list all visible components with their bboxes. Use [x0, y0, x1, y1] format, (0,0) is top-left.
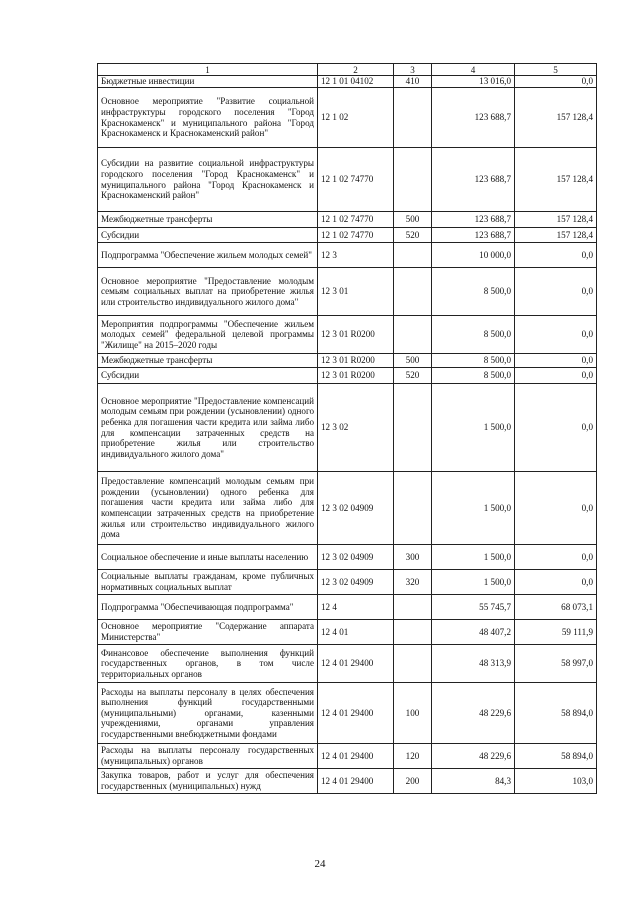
- row-name: Субсидии на развитие социальной инфраструктуры городского поселения "Город Краснокаменск" и муниципального района "Город Краснокаменск и Краснокаменский район": [98, 148, 318, 212]
- row-code: 12 4 01 29400: [318, 683, 394, 744]
- row-name: Социальное обеспечение и иные выплаты населению: [98, 545, 318, 570]
- row-type: 500: [394, 212, 432, 228]
- row-value-2: 59 111,9: [515, 620, 597, 645]
- row-value-2: 0,0: [515, 76, 597, 88]
- row-value-1: 123 688,7: [432, 148, 515, 212]
- row-value-1: 48 229,6: [432, 744, 515, 769]
- row-value-1: 8 500,0: [432, 316, 515, 354]
- row-name: Бюджетные инвестиции: [98, 76, 318, 88]
- row-value-1: 1 500,0: [432, 570, 515, 595]
- row-value-1: 8 500,0: [432, 268, 515, 316]
- row-value-1: 123 688,7: [432, 228, 515, 243]
- row-code: 12 3 02: [318, 384, 394, 472]
- row-code: 12 3 01 R0200: [318, 368, 394, 384]
- row-code: 12 4: [318, 595, 394, 620]
- row-value-1: 84,3: [432, 769, 515, 794]
- row-code: 12 3 02 04909: [318, 472, 394, 545]
- row-name: Основное мероприятие "Развитие социальной инфраструктуры городского поселения "Город Краснокаменск" и муниципального района "Город Краснокаменск и Краснокаменский район": [98, 88, 318, 148]
- row-value-1: 123 688,7: [432, 212, 515, 228]
- row-value-2: 58 894,0: [515, 744, 597, 769]
- row-code: 12 4 01 29400: [318, 744, 394, 769]
- row-value-2: 0,0: [515, 384, 597, 472]
- row-type: [394, 645, 432, 683]
- table-row: [98, 368, 597, 384]
- row-value-1: 1 500,0: [432, 384, 515, 472]
- row-name: Закупка товаров, работ и услуг для обеспечения государственных (муниципальных) нужд: [98, 769, 318, 794]
- row-code: 12 3 02 04909: [318, 545, 394, 570]
- table-row: [98, 88, 597, 148]
- row-type: [394, 268, 432, 316]
- header-cell-type: 3: [394, 64, 432, 76]
- row-code: 12 3 01 R0200: [318, 354, 394, 368]
- table-row: [98, 744, 597, 769]
- row-value-1: 48 229,6: [432, 683, 515, 744]
- row-name: Основное мероприятие "Предоставление молодым семьям социальных выплат на приобретение жилья или строительство индивидуального жилого дома": [98, 268, 318, 316]
- row-type: [394, 243, 432, 268]
- row-code: 12 3 01: [318, 268, 394, 316]
- row-name: Мероприятия подпрограммы "Обеспечение жильем молодых семей" федеральной целевой программы "Жилище" на 2015–2020 годы: [98, 316, 318, 354]
- row-type: [394, 472, 432, 545]
- table-row: [98, 683, 597, 744]
- table-row: [98, 545, 597, 570]
- row-type: 520: [394, 228, 432, 243]
- row-name: Основное мероприятие "Содержание аппарата Министерства": [98, 620, 318, 645]
- row-name: Основное мероприятие "Предоставление компенсаций молодым семьям при рождении (усыновлении) одного ребенка для погашения части кредита или займа либо для компенсации затраченных средств на приобретение жилья или строительство индивидуального жилого дома": [98, 384, 318, 472]
- table-row: [98, 595, 597, 620]
- table-row: [98, 76, 597, 88]
- row-value-2: 0,0: [515, 472, 597, 545]
- row-value-2: 0,0: [515, 243, 597, 268]
- row-value-1: 55 745,7: [432, 595, 515, 620]
- row-value-2: 58 894,0: [515, 683, 597, 744]
- row-code: 12 3: [318, 243, 394, 268]
- table-row: [98, 354, 597, 368]
- table-row: [98, 212, 597, 228]
- row-value-2: 0,0: [515, 368, 597, 384]
- table-row: [98, 570, 597, 595]
- row-value-1: 123 688,7: [432, 88, 515, 148]
- row-type: 300: [394, 545, 432, 570]
- header-cell-value-1: 4: [432, 64, 515, 76]
- row-value-2: 0,0: [515, 268, 597, 316]
- page-number: 24: [314, 858, 326, 870]
- table-row: [98, 268, 597, 316]
- row-type: 120: [394, 744, 432, 769]
- row-value-2: 0,0: [515, 545, 597, 570]
- header-cell-code: 2: [318, 64, 394, 76]
- row-value-1: 1 500,0: [432, 545, 515, 570]
- table-row: [98, 148, 597, 212]
- table-row: [98, 228, 597, 243]
- table-row: [98, 620, 597, 645]
- row-value-1: 8 500,0: [432, 368, 515, 384]
- row-name: Расходы на выплаты персоналу государственных (муниципальных) органов: [98, 744, 318, 769]
- row-name: Финансовое обеспечение выполнения функций государственных органов, в том числе территориальных органов: [98, 645, 318, 683]
- row-value-1: 8 500,0: [432, 354, 515, 368]
- header-cell-name: 1: [98, 64, 318, 76]
- table-row: [98, 472, 597, 545]
- table-row: [98, 316, 597, 354]
- row-value-2: 157 128,4: [515, 88, 597, 148]
- row-type: [394, 595, 432, 620]
- row-type: 520: [394, 368, 432, 384]
- row-type: 410: [394, 76, 432, 88]
- row-name: Субсидии: [98, 228, 318, 243]
- table-row: [98, 645, 597, 683]
- row-value-1: 48 313,9: [432, 645, 515, 683]
- row-name: Предоставление компенсаций молодым семьям при рождении (усыновлении) одного ребенка для погашения части кредита или займа либо для компенсации затраченных средств на приобретение жилья или строительство индивидуального жилого дома: [98, 472, 318, 545]
- row-name: Подпрограмма "Обеспечение жильем молодых семей": [98, 243, 318, 268]
- table-row: [98, 384, 597, 472]
- row-value-2: 0,0: [515, 354, 597, 368]
- row-value-2: 0,0: [515, 316, 597, 354]
- row-value-2: 58 997,0: [515, 645, 597, 683]
- row-value-1: 1 500,0: [432, 472, 515, 545]
- row-name: Подпрограмма "Обеспечивающая подпрограмма": [98, 595, 318, 620]
- row-type: 200: [394, 769, 432, 794]
- row-code: 12 1 01 04102: [318, 76, 394, 88]
- table-row: [98, 243, 597, 268]
- row-value-1: 13 016,0: [432, 76, 515, 88]
- row-value-1: 10 000,0: [432, 243, 515, 268]
- row-code: 12 1 02 74770: [318, 148, 394, 212]
- row-value-2: 157 128,4: [515, 148, 597, 212]
- header-cell-value-2: 5: [515, 64, 597, 76]
- row-value-2: 103,0: [515, 769, 597, 794]
- row-type: [394, 620, 432, 645]
- row-value-2: 157 128,4: [515, 228, 597, 243]
- row-code: 12 3 01 R0200: [318, 316, 394, 354]
- row-code: 12 1 02 74770: [318, 212, 394, 228]
- row-type: [394, 384, 432, 472]
- table-row: [98, 769, 597, 794]
- budget-table: [97, 63, 597, 794]
- row-code: 12 4 01 29400: [318, 645, 394, 683]
- row-type: [394, 88, 432, 148]
- row-value-2: 157 128,4: [515, 212, 597, 228]
- row-value-1: 48 407,2: [432, 620, 515, 645]
- row-name: Субсидии: [98, 368, 318, 384]
- table-body: [98, 76, 597, 794]
- row-value-2: 0,0: [515, 570, 597, 595]
- row-code: 12 3 02 04909: [318, 570, 394, 595]
- row-type: 320: [394, 570, 432, 595]
- row-type: 100: [394, 683, 432, 744]
- row-type: [394, 316, 432, 354]
- row-code: 12 4 01 29400: [318, 769, 394, 794]
- header-row: [98, 64, 597, 76]
- row-value-2: 68 073,1: [515, 595, 597, 620]
- row-name: Социальные выплаты гражданам, кроме публичных нормативных социальных выплат: [98, 570, 318, 595]
- row-code: 12 1 02: [318, 88, 394, 148]
- row-name: Расходы на выплаты персоналу в целях обеспечения выполнения функций государственными (муниципальными) органами, казенными учреждениями, органами управления государственными внебюджетными фондами: [98, 683, 318, 744]
- row-type: [394, 148, 432, 212]
- row-type: 500: [394, 354, 432, 368]
- row-name: Межбюджетные трансферты: [98, 212, 318, 228]
- row-code: 12 4 01: [318, 620, 394, 645]
- row-code: 12 1 02 74770: [318, 228, 394, 243]
- row-name: Межбюджетные трансферты: [98, 354, 318, 368]
